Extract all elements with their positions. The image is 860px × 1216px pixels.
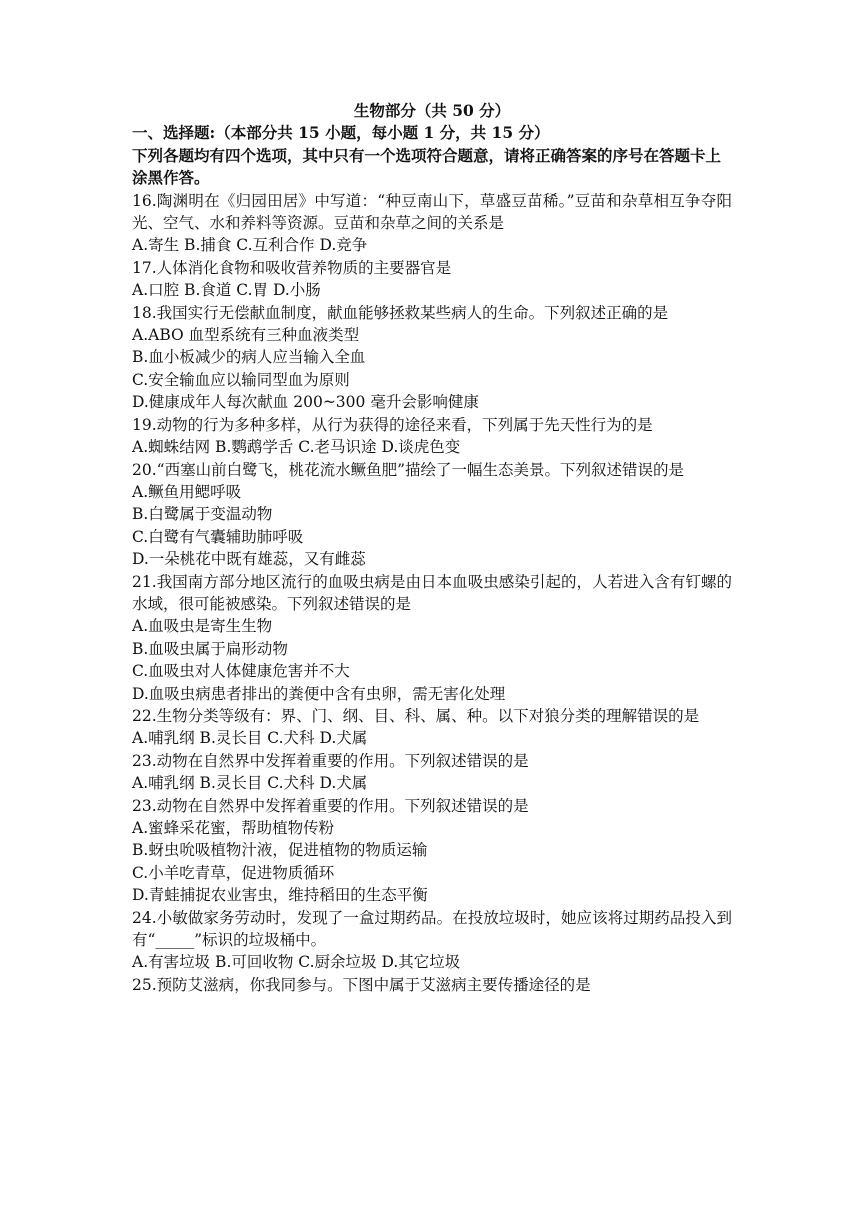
question-25: 25.预防艾滋病，你我同参与。下图中属于艾滋病主要传播途径的是 <box>132 975 591 994</box>
option-20-c: C.白鹭有气囊辅助肺呼吸 <box>132 527 304 546</box>
question-23-repeat: 23.动物在自然界中发挥着重要的作用。下列叙述错误的是 <box>132 796 529 815</box>
option-23-a: A.蜜蜂采花蜜，帮助植物传粉 <box>132 819 335 837</box>
option-23-b: B.蚜虫吮吸植物汁液，促进植物的物质运输 <box>132 841 428 860</box>
option-20-a: A.鳜鱼用鳃呼吸 <box>132 482 242 501</box>
options-24: A.有害垃圾 B.可回收物 C.厨余垃圾 D.其它垃圾 <box>132 953 461 972</box>
question-18: 18.我国实行无偿献血制度，献血能够拯救某些病人的生命。下列叙述正确的是 <box>132 303 669 322</box>
question-16: 16.陶渊明在《归园田居》中写道：“种豆南山下，草盛豆苗稀。”豆苗和杂草相互争夺阳光、空气、水和养料等资源。豆苗和杂草之间的关系是 <box>132 191 732 233</box>
options-17: A.口腔 B.食道 C.胃 D.小肠 <box>132 281 321 300</box>
question-22: 22.生物分类等级有：界、门、纲、目、科、属、种。以下对狼分类的理解错误的是 <box>132 706 700 725</box>
options-19: A.蜘蛛结网 B.鹦鹉学舌 C.老马识途 D.谈虎色变 <box>132 438 461 457</box>
option-18-d: D.健康成年人每次献血 200~300 毫升会影响健康 <box>132 393 479 412</box>
question-21: 21.我国南方部分地区流行的血吸虫病是由日本血吸虫感染引起的，人若进入含有钉螺的水域，很可能被感染。下列叙述错误的是 <box>132 572 732 613</box>
option-18-a: A.ABO 血型系统有三种血液类型 <box>132 326 360 345</box>
options-16: A.寄生 B.捕食 C.互利合作 D.竞争 <box>132 236 368 255</box>
question-19: 19.动物的行为多种多样，从行为获得的途径来看，下列属于先天性行为的是 <box>132 415 653 434</box>
instructions: 下列各题均有四个选项，其中只有一个选项符合题意，请将正确答案的序号在答题卡上涂黑作答。 <box>132 145 722 188</box>
question-17: 17.人体消化食物和吸收营养物质的主要器官是 <box>132 258 452 277</box>
option-21-c: C.血吸虫对人体健康危害并不大 <box>132 662 350 681</box>
option-21-b: B.血吸虫属于扁形动物 <box>132 639 288 658</box>
option-21-d: D.血吸虫病患者排出的粪便中含有虫卵，需无害化处理 <box>132 684 506 703</box>
page-title: 生物部分（共 50 分） <box>353 101 511 120</box>
document-page <box>132 100 732 996</box>
question-20: 20.“西塞山前白鹭飞，桃花流水鳜鱼肥”描绘了一幅生态美景。下列叙述错误的是 <box>132 460 685 479</box>
option-18-b: B.血小板减少的病人应当输入全血 <box>132 348 366 367</box>
option-23-d: D.青蛙捕捉农业害虫，维持稻田的生态平衡 <box>132 886 428 905</box>
section-heading: 一、选择题:（本部分共 15 小题，每小题 1 分，共 15 分） <box>132 123 550 143</box>
question-23: 23.动物在自然界中发挥着重要的作用。下列叙述错误的是 <box>132 751 529 770</box>
option-20-b: B.白鹭属于变温动物 <box>132 505 273 524</box>
option-21-a: A.血吸虫是寄生生物 <box>132 617 273 636</box>
options-22: A.哺乳纲 B.灵长目 C.犬科 D.犬属 <box>132 729 368 748</box>
option-20-d: D.一朵桃花中既有雄蕊，又有雌蕊 <box>132 550 366 569</box>
option-18-c: C.安全输血应以输同型血为原则 <box>132 370 350 389</box>
question-24: 24.小敏做家务劳动时，发现了一盒过期药品。在投放垃圾时，她应该将过期药品投入到有“_____”标识的垃圾桶中。 <box>132 908 732 950</box>
options-23-duplicate: A.哺乳纲 B.灵长目 C.犬科 D.犬属 <box>132 774 368 793</box>
option-23-c: C.小羊吃青草，促进物质循环 <box>132 863 335 882</box>
